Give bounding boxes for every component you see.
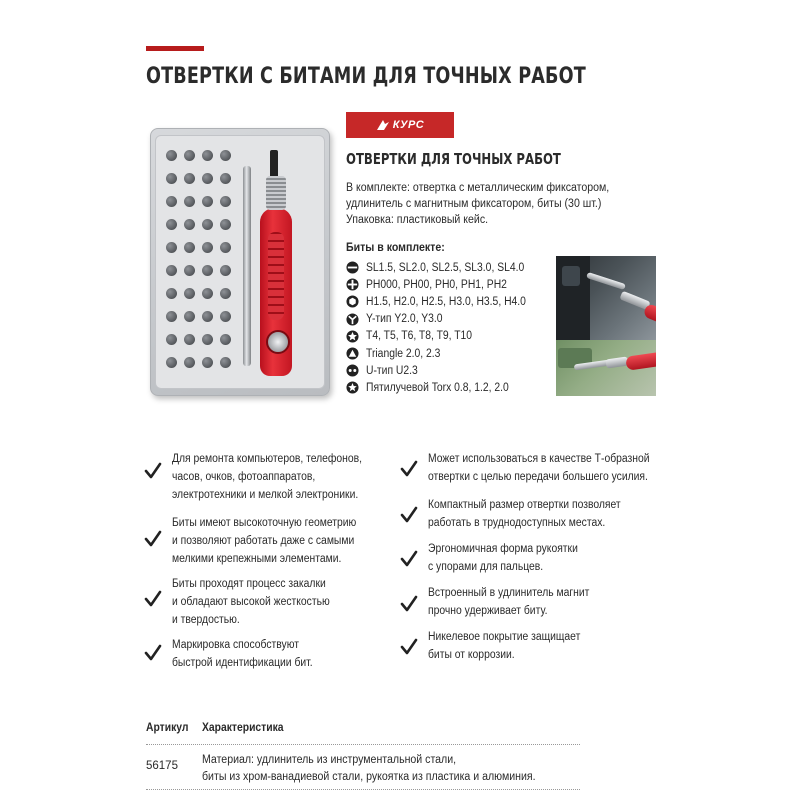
column-header-spec: Характеристика <box>202 722 284 734</box>
product-photo-case <box>150 128 330 396</box>
bit-label: T4, T5, T6, T8, T9, T10 <box>366 330 473 343</box>
screwdriver-grip <box>268 232 284 320</box>
table-cell-spec <box>202 752 565 786</box>
feature-line: часов, очков, фотоаппаратов, <box>172 471 316 483</box>
feature-line: Может использоваться в качестве Т-образной <box>428 453 650 465</box>
feature-line: отвертки с целью передачи большего усилия. <box>428 471 648 483</box>
bit-socket <box>220 242 231 253</box>
bit-socket <box>184 219 195 230</box>
list-item <box>346 379 544 396</box>
check-icon <box>400 460 418 478</box>
bit-socket <box>202 288 213 299</box>
feature-line: прочно удерживает биту. <box>428 605 548 617</box>
bit-socket <box>202 219 213 230</box>
bits-heading: Биты в комплекте: <box>346 242 445 254</box>
bit-socket <box>184 265 195 276</box>
column-header-article: Артикул <box>146 722 189 734</box>
spec-line: Материал: удлинитель из инструментальной стали, <box>202 754 457 766</box>
bit-socket <box>166 196 177 207</box>
feature-line: Биты имеют высокоточную геометрию <box>172 517 357 529</box>
check-icon <box>400 550 418 568</box>
bit-socket <box>166 357 177 368</box>
u-type-bit-icon <box>346 364 359 377</box>
feature-line: электротехники и мелкой электроники. <box>172 489 359 501</box>
bit-label: Пятилучевой Torx 0.8, 1.2, 2.0 <box>366 381 509 394</box>
check-icon <box>400 595 418 613</box>
feature-line: Встроенный в удлинитель магнит <box>428 587 590 599</box>
description-line: удлинитель с магнитным фиксатором, биты (30 шт.) <box>346 198 602 210</box>
bit-label: U-тип U2.3 <box>366 364 418 377</box>
bit-socket <box>202 265 213 276</box>
usage-photo-top <box>556 256 656 342</box>
table-divider <box>146 789 580 790</box>
bit-socket <box>202 196 213 207</box>
bit-socket <box>166 242 177 253</box>
bit-socket <box>220 173 231 184</box>
list-item <box>346 259 544 276</box>
bit-label: SL1.5, SL2.0, SL2.5, SL3.0, SL4.0 <box>366 261 525 274</box>
bit-socket <box>166 173 177 184</box>
bit-socket <box>184 196 195 207</box>
feature-line: и обладают высокой жесткостью <box>172 596 330 608</box>
bit-socket <box>202 334 213 345</box>
feature-line: Биты проходят процесс закалки <box>172 578 326 590</box>
description-line: Упаковка: пластиковый кейс. <box>346 214 489 226</box>
feature-line: работать в труднодоступных местах. <box>428 517 606 529</box>
screwdriver-tip <box>270 150 278 178</box>
description-line: В комплекте: отвертка с металлическим фиксатором, <box>346 182 610 194</box>
y-type-bit-icon <box>346 313 359 326</box>
feature-line: Эргономичная форма рукоятки <box>428 543 578 555</box>
bit-label: H1.5, H2.0, H2.5, H3.0, H3.5, H4.0 <box>366 295 526 308</box>
bit-socket <box>220 311 231 322</box>
screwdriver-cap <box>266 330 290 354</box>
extender-rod <box>243 166 251 366</box>
list-item <box>346 362 544 379</box>
feature-text <box>428 450 674 486</box>
torx-bit-icon <box>346 330 359 343</box>
feature-line: Компактный размер отвертки позволяет <box>428 499 621 511</box>
list-item <box>346 311 544 328</box>
feature-line: быстрой идентификации бит. <box>172 657 313 669</box>
brand-name: КУРС <box>392 119 425 131</box>
spec-line: биты из хром-ванадиевой стали, рукоятка из пластика и алюминия. <box>202 771 536 783</box>
bit-socket <box>166 311 177 322</box>
feature-text <box>172 575 347 629</box>
feature-text <box>172 636 328 672</box>
bit-label: Triangle 2.0, 2.3 <box>366 347 441 360</box>
bit-grid <box>162 146 238 378</box>
bit-socket <box>184 288 195 299</box>
check-icon <box>400 506 418 524</box>
feature-line: с упорами для пальцев. <box>428 561 544 573</box>
bit-socket <box>166 288 177 299</box>
slotted-bit-icon <box>346 261 359 274</box>
bit-label: PH000, PH00, PH0, PH1, PH2 <box>366 278 507 291</box>
accent-bar <box>146 46 204 51</box>
bit-socket <box>184 334 195 345</box>
pentalobe-bit-icon <box>346 381 359 394</box>
check-icon <box>400 638 418 656</box>
bit-socket <box>184 357 195 368</box>
feature-line: мелкими крепежными элементами. <box>172 553 342 565</box>
list-item <box>346 345 544 362</box>
bit-socket <box>220 150 231 161</box>
feature-text <box>428 584 607 620</box>
bit-socket <box>184 150 195 161</box>
bit-socket <box>220 357 231 368</box>
feature-text <box>172 450 383 504</box>
check-icon <box>144 462 162 480</box>
list-item <box>346 328 544 345</box>
bit-socket <box>220 265 231 276</box>
feature-text <box>428 628 597 664</box>
bit-socket <box>220 196 231 207</box>
bit-socket <box>202 173 213 184</box>
feature-text <box>428 496 642 532</box>
product-subtitle: ОТВЕРТКИ ДЛЯ ТОЧНЫХ РАБОТ <box>346 150 561 168</box>
table-divider <box>146 744 580 745</box>
bit-socket <box>220 334 231 345</box>
bit-socket <box>220 219 231 230</box>
list-item <box>346 293 544 310</box>
screwdriver-collar <box>266 176 286 210</box>
bit-socket <box>166 219 177 230</box>
feature-text <box>172 514 377 568</box>
feature-text <box>428 540 595 576</box>
product-description <box>346 180 676 228</box>
bit-socket <box>202 311 213 322</box>
feature-line: Никелевое покрытие защищает <box>428 631 581 643</box>
bit-socket <box>166 150 177 161</box>
phillips-bit-icon <box>346 278 359 291</box>
bit-label: Y-тип Y2.0, Y3.0 <box>366 313 443 326</box>
feature-line: и твердостью. <box>172 614 240 626</box>
bit-socket <box>166 334 177 345</box>
feature-line: Маркировка способствуют <box>172 639 299 651</box>
page-title: ОТВЕРТКИ С БИТАМИ ДЛЯ ТОЧНЫХ РАБОТ <box>146 64 586 89</box>
brand-arrow-icon <box>376 119 390 131</box>
bit-socket <box>184 311 195 322</box>
bit-socket <box>184 242 195 253</box>
table-cell-article: 56175 <box>146 760 178 772</box>
usage-photo-bottom <box>556 340 656 396</box>
list-item <box>346 276 544 293</box>
check-icon <box>144 590 162 608</box>
check-icon <box>144 530 162 548</box>
bit-socket <box>202 242 213 253</box>
bit-socket <box>220 288 231 299</box>
hex-bit-icon <box>346 295 359 308</box>
bit-socket <box>202 357 213 368</box>
check-icon <box>144 644 162 662</box>
bits-list <box>346 259 544 397</box>
feature-line: Для ремонта компьютеров, телефонов, <box>172 453 363 465</box>
case-interior <box>155 135 325 389</box>
bit-socket <box>202 150 213 161</box>
feature-line: биты от коррозии. <box>428 649 515 661</box>
brand-badge <box>346 112 454 138</box>
triangle-bit-icon <box>346 347 359 360</box>
bit-socket <box>166 265 177 276</box>
feature-line: и позволяют работать даже с самыми <box>172 535 355 547</box>
bit-socket <box>184 173 195 184</box>
